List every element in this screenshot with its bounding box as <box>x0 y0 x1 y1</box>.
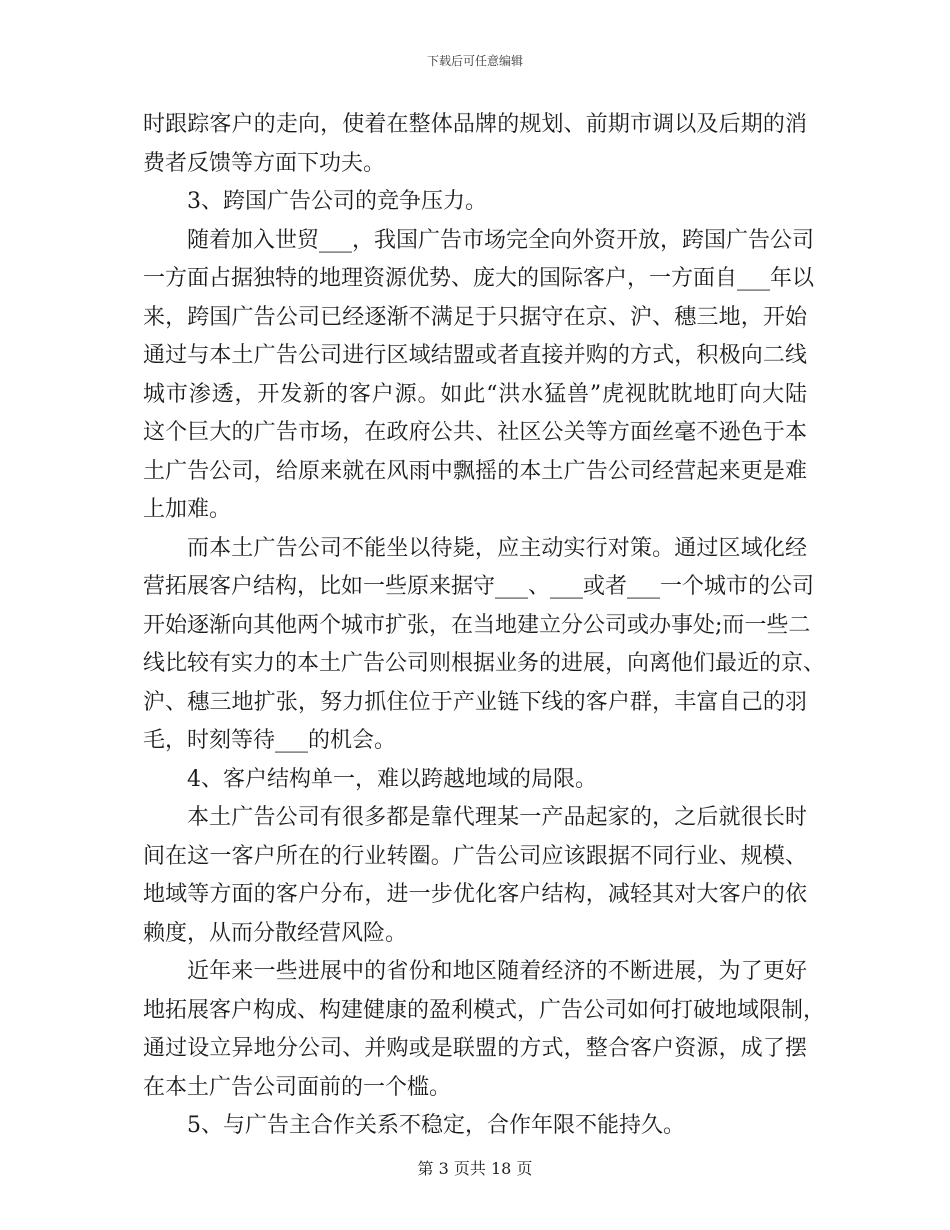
text-line: 地拓展客户构成、构建健康的盈利模式，广告公司如何打破地域限制， <box>143 997 826 1023</box>
text-line: 一方面占据独特的地理资源优势、庞大的国际客户，一方面自___年以 <box>143 266 815 291</box>
text-line: 随着加入世贸___，我国广告市场完全向外资开放，跨国广告公司 <box>187 227 815 253</box>
text-line: 营拓展客户结构，比如一些原来据守___、___或者___一个城市的公司 <box>143 574 815 599</box>
page-header: 下载后可任意编辑 <box>426 54 523 68</box>
text-line: 3、跨国广告公司的竞争压力。 <box>187 189 487 214</box>
text-line: 通过设立异地分公司、并购或是联盟的方式，整合客户资源，成了摆 <box>143 1036 807 1061</box>
text-line: 城市渗透，开发新的客户源。如此“洪水猛兽”虎视眈眈地盯向大陆 <box>143 381 807 407</box>
text-line: 本土广告公司有很多都是靠代理某一产品起家的，之后就很长时 <box>187 805 807 830</box>
text-line: 来，跨国广告公司已经逐渐不满足于只据守在京、沪、穗三地，开始 <box>143 304 807 330</box>
text-line: 这个巨大的广告市场，在政府公共、社区公关等方面丝毫不逊色于本 <box>143 420 807 445</box>
text-line: 时跟踪客户的走向，使着在整体品牌的规划、前期市调以及后期的消 <box>143 112 807 137</box>
text-line: 地域等方面的客户分布，进一步优化客户结构，减轻其对大客户的依 <box>143 882 807 907</box>
text-line: 赖度，从而分散经营风险。 <box>143 920 408 946</box>
text-line: 毛，时刻等待___的机会。 <box>143 728 397 753</box>
text-line: 在本土广告公司面前的一个槛。 <box>143 1074 452 1100</box>
text-line: 而本土广告公司不能坐以待毙，应主动实行对策。通过区域化经 <box>187 535 807 561</box>
text-line: 沪、穗三地扩张，努力抓住位于产业链下线的客户群，丰富自己的羽 <box>143 689 807 715</box>
text-line: 间在这一客户所在的行业转圈。广告公司应该跟据不同行业、规模、 <box>143 843 807 869</box>
text-line: 近年来一些进展中的省份和地区随着经济的不断进展，为了更好 <box>187 959 807 984</box>
text-line: 通过与本土广告公司进行区域结盟或者直接并购的方式，积极向二线 <box>143 343 807 368</box>
text-line: 开始逐渐向其他两个城市扩张，在当地建立分公司或办事处;而一些二 <box>143 612 811 638</box>
text-line: 5、与广告主合作关系不稳定，合作年限不能持久。 <box>187 1113 685 1138</box>
text-line: 费者反馈等方面下功夫。 <box>143 150 386 176</box>
document-body <box>143 106 826 1146</box>
text-line: 线比较有实力的本土广告公司则根据业务的进展，向离他们最近的京、 <box>143 651 826 676</box>
text-line: 上加难。 <box>143 497 232 522</box>
text-line: 土广告公司，给原来就在风雨中飘摇的本土广告公司经营起来更是难 <box>143 458 807 484</box>
page-footer: 第 3 页共 18 页 <box>417 1159 533 1178</box>
text-line: 4、客户结构单一，难以跨越地域的局限。 <box>187 766 597 792</box>
